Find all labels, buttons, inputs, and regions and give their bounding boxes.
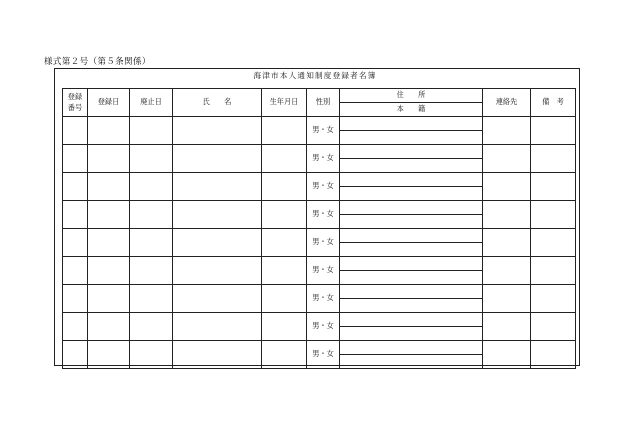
cell-gender[interactable]: 男・女 <box>307 145 340 173</box>
cell-registration-number[interactable] <box>63 313 88 341</box>
cell-registration-number[interactable] <box>63 341 88 369</box>
cell-registration-number[interactable] <box>63 201 88 229</box>
header-birth-date: 生年月日 <box>262 89 307 117</box>
cell-gender[interactable]: 男・女 <box>307 341 340 369</box>
cell-gender[interactable]: 男・女 <box>307 229 340 257</box>
cell-address[interactable] <box>340 117 483 131</box>
cell-registration-date[interactable] <box>88 341 130 369</box>
header-abolition-date: 廃止日 <box>130 89 173 117</box>
cell-name[interactable] <box>173 257 262 285</box>
header-contact: 連絡先 <box>483 89 531 117</box>
cell-birth-date[interactable] <box>262 173 307 201</box>
table-row <box>63 145 576 159</box>
cell-registration-number[interactable] <box>63 229 88 257</box>
header-address: 住 所 <box>340 89 483 103</box>
cell-gender[interactable]: 男・女 <box>307 313 340 341</box>
cell-birth-date[interactable] <box>262 313 307 341</box>
cell-birth-date[interactable] <box>262 117 307 145</box>
table-row <box>63 201 576 215</box>
cell-birth-date[interactable] <box>262 257 307 285</box>
header-remarks: 備 考 <box>531 89 576 117</box>
cell-abolition-date[interactable] <box>130 341 173 369</box>
cell-registration-date[interactable] <box>88 201 130 229</box>
cell-domicile[interactable] <box>340 243 483 257</box>
cell-abolition-date[interactable] <box>130 285 173 313</box>
header-registration-number <box>63 89 88 117</box>
cell-domicile[interactable] <box>340 131 483 145</box>
cell-registration-date[interactable] <box>88 257 130 285</box>
cell-birth-date[interactable] <box>262 145 307 173</box>
cell-abolition-date[interactable] <box>130 173 173 201</box>
cell-name[interactable] <box>173 229 262 257</box>
cell-birth-date[interactable] <box>262 201 307 229</box>
header-domicile: 本 籍 <box>340 103 483 117</box>
cell-registration-date[interactable] <box>88 117 130 145</box>
cell-address[interactable] <box>340 313 483 327</box>
cell-registration-date[interactable] <box>88 145 130 173</box>
cell-abolition-date[interactable] <box>130 257 173 285</box>
table-row <box>63 285 576 299</box>
cell-domicile[interactable] <box>340 327 483 341</box>
cell-abolition-date[interactable] <box>130 229 173 257</box>
register-title: 海津市本人通知制度登録者名簿 <box>253 71 377 80</box>
cell-registration-date[interactable] <box>88 173 130 201</box>
table-row <box>63 229 576 243</box>
cell-contact[interactable] <box>483 341 531 369</box>
cell-domicile[interactable] <box>340 299 483 313</box>
cell-registration-date[interactable] <box>88 313 130 341</box>
cell-birth-date[interactable] <box>262 341 307 369</box>
cell-registration-date[interactable] <box>88 285 130 313</box>
header-registration-number-line2: 番号 <box>67 102 83 112</box>
cell-remarks[interactable] <box>531 341 576 369</box>
cell-birth-date[interactable] <box>262 229 307 257</box>
cell-name[interactable] <box>173 341 262 369</box>
cell-birth-date[interactable] <box>262 285 307 313</box>
table-row <box>63 341 576 355</box>
cell-registration-number[interactable] <box>63 145 88 173</box>
cell-address[interactable] <box>340 229 483 243</box>
cell-contact[interactable] <box>483 117 531 145</box>
cell-name[interactable] <box>173 313 262 341</box>
header-registration-number-line1: 登録 <box>67 92 83 102</box>
cell-abolition-date[interactable] <box>130 117 173 145</box>
table-row <box>63 257 576 271</box>
cell-remarks[interactable] <box>531 145 576 173</box>
header-registration-date: 登録日 <box>88 89 130 117</box>
cell-address[interactable] <box>340 145 483 159</box>
cell-registration-number[interactable] <box>63 117 88 145</box>
cell-remarks[interactable] <box>531 257 576 285</box>
cell-gender[interactable]: 男・女 <box>307 201 340 229</box>
cell-gender[interactable]: 男・女 <box>307 117 340 145</box>
cell-address[interactable] <box>340 341 483 355</box>
cell-gender[interactable]: 男・女 <box>307 257 340 285</box>
header-name: 氏 名 <box>173 89 262 117</box>
cell-registration-number[interactable] <box>63 173 88 201</box>
cell-gender[interactable]: 男・女 <box>307 285 340 313</box>
cell-abolition-date[interactable] <box>130 145 173 173</box>
cell-name[interactable] <box>173 117 262 145</box>
register-table <box>62 88 576 369</box>
cell-domicile[interactable] <box>340 159 483 173</box>
table-row <box>63 313 576 327</box>
cell-domicile[interactable] <box>340 355 483 369</box>
cell-remarks[interactable] <box>531 229 576 257</box>
cell-contact[interactable] <box>483 257 531 285</box>
cell-address[interactable] <box>340 285 483 299</box>
cell-address[interactable] <box>340 173 483 187</box>
cell-domicile[interactable] <box>340 215 483 229</box>
cell-domicile[interactable] <box>340 187 483 201</box>
cell-abolition-date[interactable] <box>130 201 173 229</box>
cell-remarks[interactable] <box>531 173 576 201</box>
cell-address[interactable] <box>340 257 483 271</box>
cell-address[interactable] <box>340 201 483 215</box>
form-caption: 様式第２号（第５条関係） <box>44 57 151 67</box>
cell-contact[interactable] <box>483 173 531 201</box>
cell-remarks[interactable] <box>531 201 576 229</box>
cell-contact[interactable] <box>483 145 531 173</box>
cell-gender[interactable]: 男・女 <box>307 173 340 201</box>
register-body <box>63 117 576 369</box>
cell-domicile[interactable] <box>340 271 483 285</box>
table-row <box>63 173 576 187</box>
cell-remarks[interactable] <box>531 313 576 341</box>
cell-registration-number[interactable] <box>63 285 88 313</box>
cell-contact[interactable] <box>483 201 531 229</box>
cell-name[interactable] <box>173 145 262 173</box>
table-row <box>63 117 576 131</box>
cell-registration-date[interactable] <box>88 229 130 257</box>
cell-name[interactable] <box>173 285 262 313</box>
cell-name[interactable] <box>173 201 262 229</box>
cell-remarks[interactable] <box>531 285 576 313</box>
cell-contact[interactable] <box>483 285 531 313</box>
cell-name[interactable] <box>173 173 262 201</box>
cell-remarks[interactable] <box>531 117 576 145</box>
header-gender: 性別 <box>307 89 340 117</box>
cell-contact[interactable] <box>483 313 531 341</box>
cell-abolition-date[interactable] <box>130 313 173 341</box>
cell-contact[interactable] <box>483 229 531 257</box>
cell-registration-number[interactable] <box>63 257 88 285</box>
